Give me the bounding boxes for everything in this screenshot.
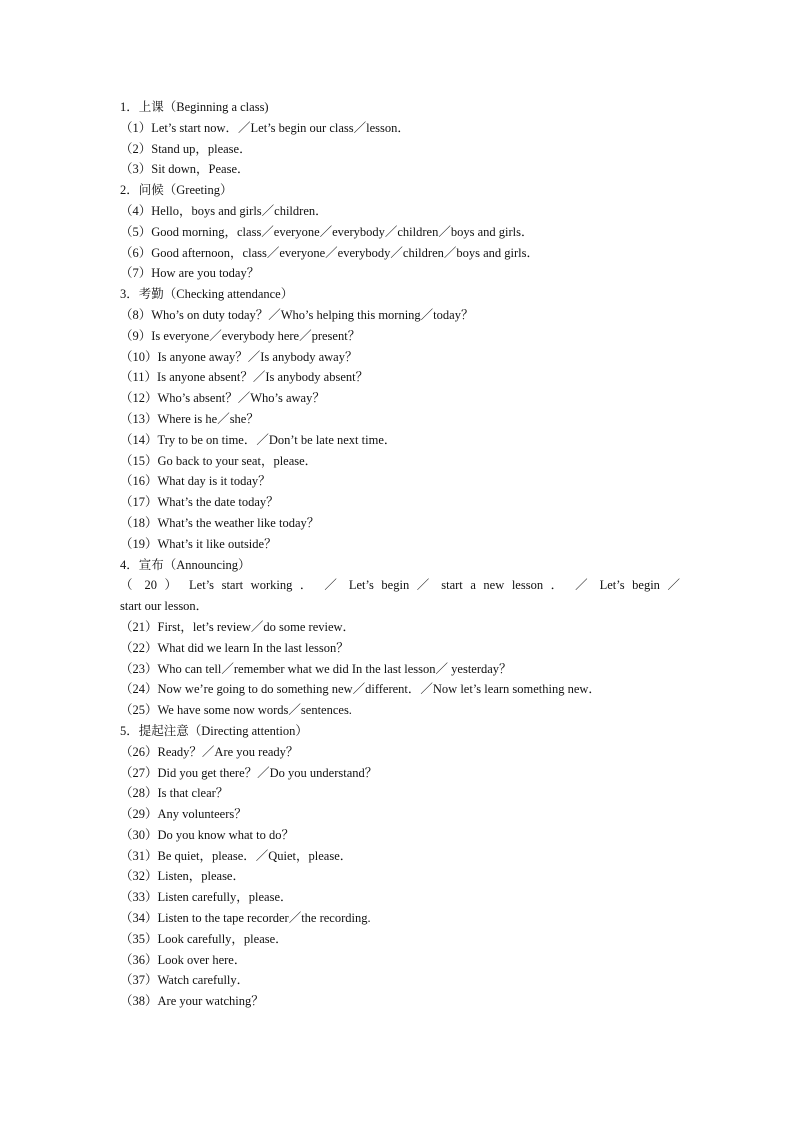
list-item: （32）Listen，please． (120, 869, 245, 884)
list-item: （35）Look carefully，please． (120, 931, 288, 946)
list-item: （3）Sit down，Pease． (120, 162, 250, 177)
section-heading: 1．上课（Beginning a class) (120, 100, 269, 114)
list-item: （28）Is that clear？ (120, 786, 229, 801)
list-item: （21）First，let’s review／do some review． (120, 619, 356, 634)
list-item: （12）Who’s absent？／Who’s away？ (120, 391, 325, 406)
list-item: （9）Is everyone／everybody here／present？ (120, 328, 361, 343)
list-item: （15）Go back to your seat，please． (120, 453, 318, 468)
list-item: （13）Where is he／she？ (120, 411, 259, 426)
list-item: （27）Did you get there？／Do you understand？ (120, 765, 378, 780)
list-item: （36）Look over here． (120, 952, 247, 967)
list-item: （24）Now we’re going to do something new／different．／Now let’s learn something new． (120, 682, 601, 697)
list-item: （26）Ready？／Are you ready？ (120, 744, 299, 759)
list-item: （2）Stand up，please． (120, 141, 252, 156)
document-body (120, 97, 680, 1012)
section-heading: 5．提起注意（Directing attention） (120, 723, 308, 738)
list-item: （6）Good afternoon，class／everyone／everybody／children／boys and girls． (120, 245, 540, 260)
list-item: （8）Who’s on duty today？／Who’s helping this morning／today？ (120, 307, 474, 322)
list-item: （18）What’s the weather like today？ (120, 515, 320, 530)
list-item: （33）Listen carefully，please． (120, 890, 293, 905)
section-heading: 4．宣布（Announcing） (120, 557, 251, 572)
list-item: （7）How are you today？ (120, 266, 260, 281)
list-item: （17）What’s the date today？ (120, 495, 279, 510)
list-item: （16）What day is it today？ (120, 474, 271, 489)
list-item: （4）Hello，boys and girls／children． (120, 203, 328, 218)
list-item: （14）Try to be on time．／Don’t be late next time． (120, 432, 397, 447)
list-item: （25）We have some now words／sentences. (120, 703, 352, 718)
list-item: （23）Who can tell／remember what we did In the last lesson／ yesterday？ (120, 661, 512, 676)
list-item: （29）Any volunteers？ (120, 807, 247, 822)
list-item-continuation: start our lesson． (120, 599, 209, 614)
list-item: （10）Is anyone away？／Is anybody away？ (120, 349, 358, 364)
section-heading: 3．考勤（Checking attendance） (120, 287, 294, 302)
list-item-wrapped: （ 20 ） Let’s start working ． ／ Let’s begin ／ start a new lesson ． ／ Let’s begin ／ (120, 578, 680, 593)
list-item: （5）Good morning，class／everyone／everybody／children／boys and girls． (120, 224, 534, 239)
list-item: （31）Be quiet，please．／Quiet，please． (120, 848, 353, 863)
list-item: （34）Listen to the tape recorder／the recording. (120, 911, 371, 926)
list-item: （11）Is anyone absent？／Is anybody absent？ (120, 370, 369, 385)
section-heading: 2．问候（Greeting） (120, 183, 233, 198)
list-item: （22）What did we learn In the last lesson？ (120, 640, 349, 655)
list-item: （38）Are your watching？ (120, 994, 264, 1009)
list-item: （19）What’s it like outside？ (120, 536, 277, 551)
list-item: （30）Do you know what to do？ (120, 827, 294, 842)
list-item: （1）Let’s start now．／Let’s begin our class／lesson． (120, 120, 410, 135)
list-item: （37）Watch carefully． (120, 973, 250, 988)
